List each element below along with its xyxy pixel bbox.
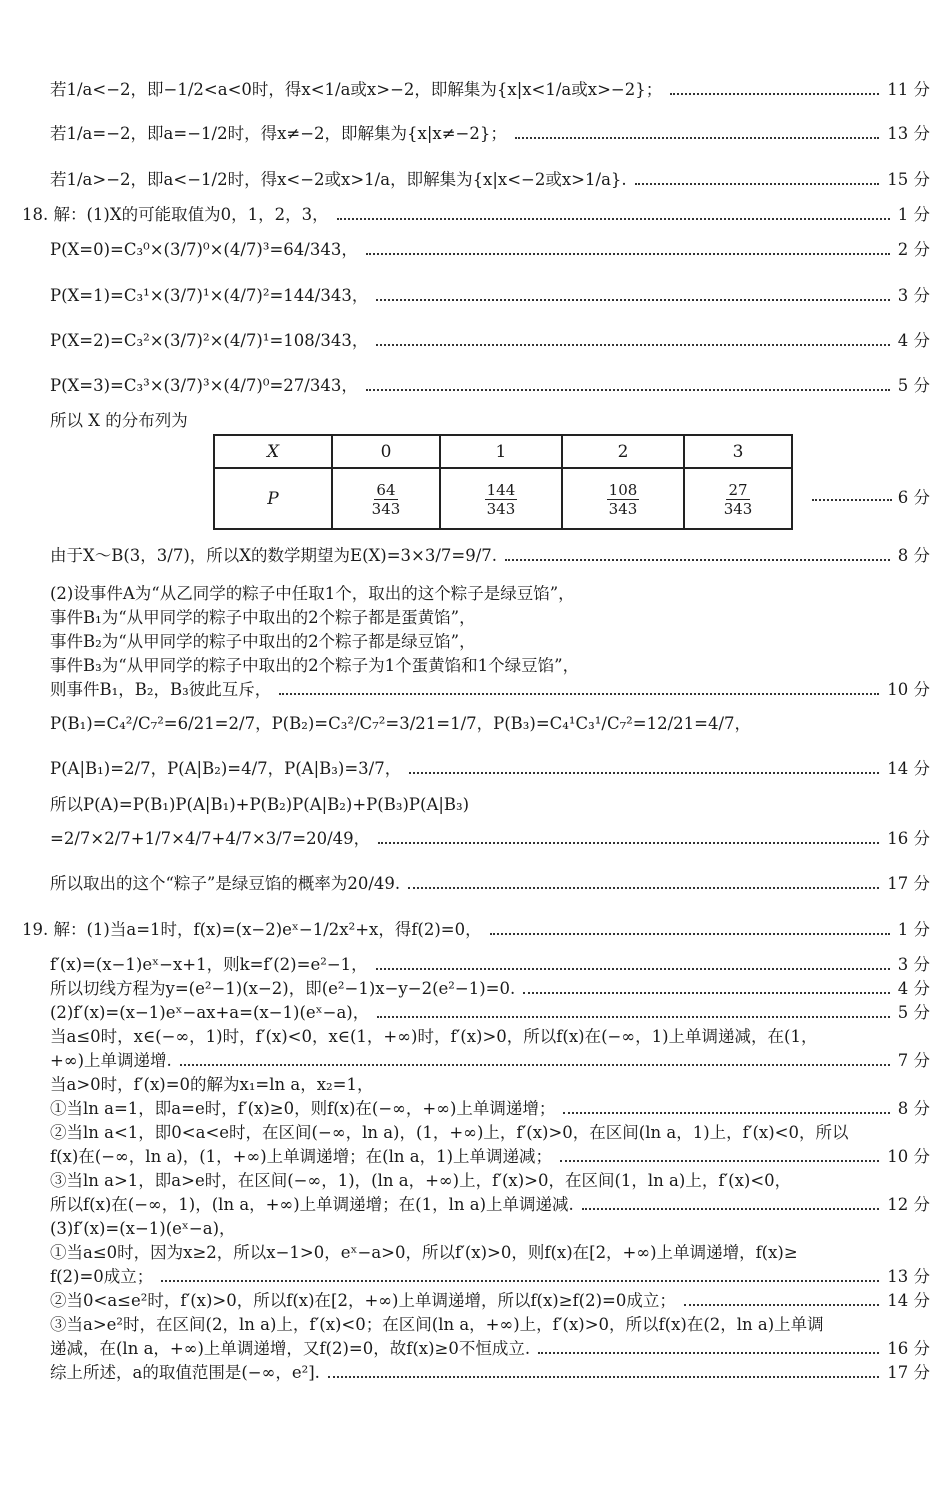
solution-line: P(X=3)=C₃³×(3/7)³×(4/7)⁰=27/343， 5 分 xyxy=(50,376,930,395)
solution-line: 若1/a>−2，即a<−1/2时，得x<−2或x>1/a，即解集为{x|x<−2或x>1/a}. 15 分 xyxy=(50,170,930,189)
question-18-start: 18. 解：(1)X的可能取值为0，1，2，3， 1 分 xyxy=(22,205,930,224)
solution-line: 事件B₁为“从甲同学的粽子中取出的2个粽子都是蛋黄馅”， xyxy=(50,608,476,627)
solution-line: 所以取出的这个“粽子”是绿豆馅的概率为20/49. 17 分 xyxy=(50,874,930,893)
solution-line: 若1/a<−2，即−1/2<a<0时，得x<1/a或x>−2，即解集为{x|x<1/a或x>−2}； 11 分 xyxy=(50,80,930,99)
solution-line: 当a>0时，f′(x)=0的解为x₁=ln a，x₂=1， xyxy=(50,1075,374,1094)
table-cell: 0 xyxy=(332,435,440,468)
solution-line: 所以P(A)=P(B₁)P(A|B₁)+P(B₂)P(A|B₂)+P(B₃)P(A|B₃) xyxy=(50,795,470,814)
solution-line: ②当ln a<1，即0<a<e时，在区间(−∞，ln a)，(1，+∞)上，f′(x)>0，在区间(ln a，1)上，f′(x)<0，所以 xyxy=(50,1123,849,1142)
table-cell: $\frac{144}{343}$ xyxy=(440,468,562,529)
distribution-table xyxy=(213,434,793,530)
solution-line: 事件B₃为“从甲同学的粽子中取出的2个粽子为1个蛋黄馅和1个绿豆馅”， xyxy=(50,656,580,675)
solution-line: f′(x)=(x−1)eˣ−x+1，则k=f′(2)=e²−1， 3 分 xyxy=(50,955,930,974)
question-19-start: 19. 解：(1)当a=1时，f(x)=(x−2)eˣ−1/2x²+x，得f(2)=0， 1 分 xyxy=(22,920,930,939)
solution-line: +∞)上单调递增. 7 分 xyxy=(50,1051,930,1070)
solution-line: P(B₁)=C₄²/C₇²=6/21=2/7，P(B₂)=C₃²/C₇²=3/21=1/7，P(B₃)=C₄¹C₃¹/C₇²=12/21=4/7， xyxy=(50,714,752,733)
solution-line: 所以f(x)在(−∞，1)，(ln a，+∞)上单调递增；在(1，ln a)上单调递减. 12 分 xyxy=(50,1195,930,1214)
table-header-p: P xyxy=(214,468,332,529)
table-cell: 3 xyxy=(684,435,792,468)
solution-line: (3)f′(x)=(x−1)(eˣ−a)， xyxy=(50,1219,236,1238)
solution-line: 所以 X 的分布列为 xyxy=(50,411,188,430)
solution-line: P(X=0)=C₃⁰×(3/7)⁰×(4/7)³=64/343， 2 分 xyxy=(50,240,930,259)
table-cell: $\frac{64}{343}$ xyxy=(332,468,440,529)
solution-line: 所以切线方程为y=(e²−1)(x−2)，即(e²−1)x−y−2(e²−1)=0. 4 分 xyxy=(50,979,930,998)
solution-line: ①当a≤0时，因为x≥2，所以x−1>0，eˣ−a>0，所以f′(x)>0，则f(x)在[2，+∞)上单调递增，f(x)≥ xyxy=(50,1243,798,1262)
solution-line: f(2)=0成立； 13 分 xyxy=(50,1267,930,1286)
table-row xyxy=(214,468,792,529)
solution-line: =2/7×2/7+1/7×4/7+4/7×3/7=20/49， 16 分 xyxy=(50,829,930,848)
solution-line: ③当a>e²时，在区间(2，ln a)上，f′(x)<0；在区间(ln a，+∞)上，f′(x)>0，所以f(x)在(2，ln a)上单调 xyxy=(50,1315,824,1334)
table-cell: $\frac{27}{343}$ xyxy=(684,468,792,529)
solution-line: 综上所述，a的取值范围是(−∞，e²]. 17 分 xyxy=(50,1363,930,1382)
table-score: 6 分 xyxy=(812,484,930,508)
solution-line: f(x)在(−∞，ln a)，(1，+∞)上单调递增；在(ln a，1)上单调递减； 10 分 xyxy=(50,1147,930,1166)
solution-line: ①当ln a=1，即a=e时，f′(x)≥0，则f(x)在(−∞，+∞)上单调递增； 8 分 xyxy=(50,1099,930,1118)
solution-line: ③当ln a>1，即a>e时，在区间(−∞，1)，(ln a，+∞)上，f′(x)>0，在区间(1，ln a)上，f′(x)<0， xyxy=(50,1171,792,1190)
solution-line: (2)f′(x)=(x−1)eˣ−ax+a=(x−1)(eˣ−a)， 5 分 xyxy=(50,1003,930,1022)
solution-line: P(X=2)=C₃²×(3/7)²×(4/7)¹=108/343， 4 分 xyxy=(50,331,930,350)
table-cell: $\frac{108}{343}$ xyxy=(562,468,684,529)
solution-line: ②当0<a≤e²时，f′(x)>0，所以f(x)在[2，+∞)上单调递增，所以f(x)≥f(2)=0成立； 14 分 xyxy=(50,1291,930,1310)
solution-line: 则事件B₁，B₂，B₃彼此互斥， 10 分 xyxy=(50,680,930,699)
solution-line: P(A|B₁)=2/7，P(A|B₂)=4/7，P(A|B₃)=3/7， 14 分 xyxy=(50,759,930,778)
solution-line: P(X=1)=C₃¹×(3/7)¹×(4/7)²=144/343， 3 分 xyxy=(50,286,930,305)
solution-line: 事件B₂为“从甲同学的粽子中取出的2个粽子都是绿豆馅”， xyxy=(50,632,476,651)
table-cell: 1 xyxy=(440,435,562,468)
solution-line: 递减，在(ln a，+∞)上单调递增，又f(2)=0，故f(x)≥0不恒成立. 16 分 xyxy=(50,1339,930,1358)
solution-line: (2)设事件A为“从乙同学的粽子中任取1个，取出的这个粽子是绿豆馅”， xyxy=(50,584,575,603)
solution-line: 当a≤0时，x∈(−∞，1)时，f′(x)<0，x∈(1，+∞)时，f′(x)>0，所以f(x)在(−∞，1)上单调递减，在(1， xyxy=(50,1027,818,1046)
table-cell: 2 xyxy=(562,435,684,468)
table-row xyxy=(214,435,792,468)
solution-line: 由于X～B(3，3/7)，所以X的数学期望为E(X)=3×3/7=9/7. 8 分 xyxy=(50,546,930,565)
solution-line: 若1/a=−2，即a=−1/2时，得x≠−2，即解集为{x|x≠−2}； 13 分 xyxy=(50,124,930,143)
table-header-x: X xyxy=(214,435,332,468)
